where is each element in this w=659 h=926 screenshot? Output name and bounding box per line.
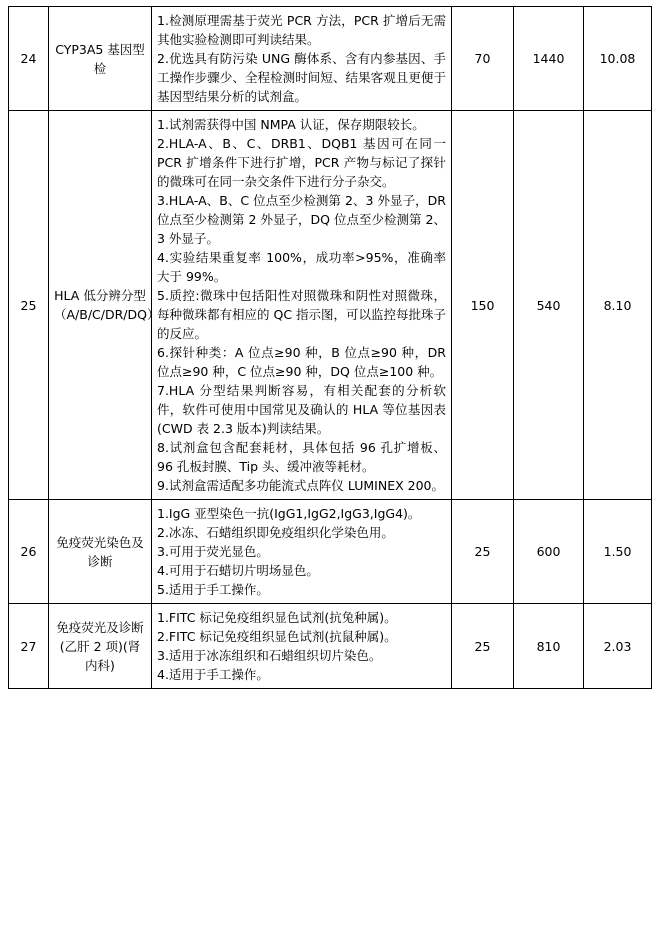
row-unit-price: 810 bbox=[514, 604, 584, 689]
description-line: 2.优选具有防污染 UNG 酶体系、含有内参基因、手工操作步骤少、全程检测时间短、结果客观且更便于基因型结果分析的试剂盒。 bbox=[157, 51, 446, 104]
description-line: 9.试剂盒需适配多功能流式点阵仪 LUMINEX 200。 bbox=[157, 478, 445, 493]
row-description bbox=[152, 500, 452, 604]
description-line: 3.HLA-A、B、C 位点至少检测第 2、3 外显子，DR 位点至少检测第 2 外显子，DQ 位点至少检测第 2、3 外显子。 bbox=[157, 193, 446, 246]
row-unit-price: 1440 bbox=[514, 7, 584, 111]
row-total-price: 10.08 bbox=[584, 7, 652, 111]
description-line: 4.适用于手工操作。 bbox=[157, 667, 269, 682]
description-line: 4.实验结果重复率 100%，成功率>95%，准确率大于 99%。 bbox=[157, 250, 446, 284]
row-item-name: 免疫荧光及诊断(乙肝 2 项)(肾内科) bbox=[49, 604, 152, 689]
description-line: 1.FITC 标记免疫组织显色试剂(抗兔种属)。 bbox=[157, 610, 397, 625]
row-unit-price: 540 bbox=[514, 111, 584, 500]
row-item-name: CYP3A5 基因型检 bbox=[49, 7, 152, 111]
row-index: 25 bbox=[9, 111, 49, 500]
description-line: 5.适用于手工操作。 bbox=[157, 582, 269, 597]
row-item-name: 免疫荧光染色及诊断 bbox=[49, 500, 152, 604]
row-total-price: 8.10 bbox=[584, 111, 652, 500]
description-line: 3.可用于荧光显色。 bbox=[157, 544, 269, 559]
row-item-name: HLA 低分辨分型（A/B/C/DR/DQ） bbox=[49, 111, 152, 500]
row-index: 24 bbox=[9, 7, 49, 111]
description-line: 3.适用于冰冻组织和石蜡组织切片染色。 bbox=[157, 648, 382, 663]
table-row bbox=[9, 111, 652, 500]
table-body bbox=[9, 7, 652, 689]
table-row bbox=[9, 7, 652, 111]
table-row bbox=[9, 604, 652, 689]
row-unit-price: 600 bbox=[514, 500, 584, 604]
row-quantity: 70 bbox=[452, 7, 514, 111]
description-line: 1.检测原理需基于荧光 PCR 方法，PCR 扩增后无需其他实验检测即可判读结果。 bbox=[157, 13, 446, 47]
row-description bbox=[152, 7, 452, 111]
row-quantity: 150 bbox=[452, 111, 514, 500]
description-line: 7.HLA 分型结果判断容易，有相关配套的分析软件，软件可使用中国常见及确认的 HLA 等位基因表(CWD 表 2.3 版本)判读结果。 bbox=[157, 383, 446, 436]
description-line: 4.可用于石蜡切片明场显色。 bbox=[157, 563, 319, 578]
description-line: 1.试剂需获得中国 NMPA 认证，保存期限较长。 bbox=[157, 117, 425, 132]
description-line: 2.HLA-A、B、C、DRB1、DQB1 基因可在同一 PCR 扩增条件下进行扩增，PCR 产物与标记了探针的微珠可在同一杂交条件下进行分子杂交。 bbox=[157, 136, 446, 189]
row-index: 26 bbox=[9, 500, 49, 604]
row-description bbox=[152, 111, 452, 500]
description-line: 1.IgG 亚型染色一抗(IgG1,IgG2,IgG3,IgG4)。 bbox=[157, 506, 421, 521]
row-quantity: 25 bbox=[452, 604, 514, 689]
description-line: 5.质控:微珠中包括阳性对照微珠和阴性对照微珠，每种微珠都有相应的 QC 指示图，可以监控每批珠子的反应。 bbox=[157, 288, 447, 341]
row-index: 27 bbox=[9, 604, 49, 689]
specification-table bbox=[8, 6, 652, 689]
row-total-price: 1.50 bbox=[584, 500, 652, 604]
description-line: 8.试剂盒包含配套耗材，具体包括 96 孔扩增板、96 孔板封膜、Tip 头、缓冲液等耗材。 bbox=[157, 440, 446, 474]
description-line: 6.探针种类：A 位点≥90 种，B 位点≥90 种，DR 位点≥90 种，C 位点≥90 种，DQ 位点≥100 种。 bbox=[157, 345, 446, 379]
row-quantity: 25 bbox=[452, 500, 514, 604]
description-line: 2.冰冻、石蜡组织即免疫组织化学染色用。 bbox=[157, 525, 394, 540]
description-line: 2.FITC 标记免疫组织显色试剂(抗鼠种属)。 bbox=[157, 629, 397, 644]
table-row bbox=[9, 500, 652, 604]
row-description bbox=[152, 604, 452, 689]
row-total-price: 2.03 bbox=[584, 604, 652, 689]
